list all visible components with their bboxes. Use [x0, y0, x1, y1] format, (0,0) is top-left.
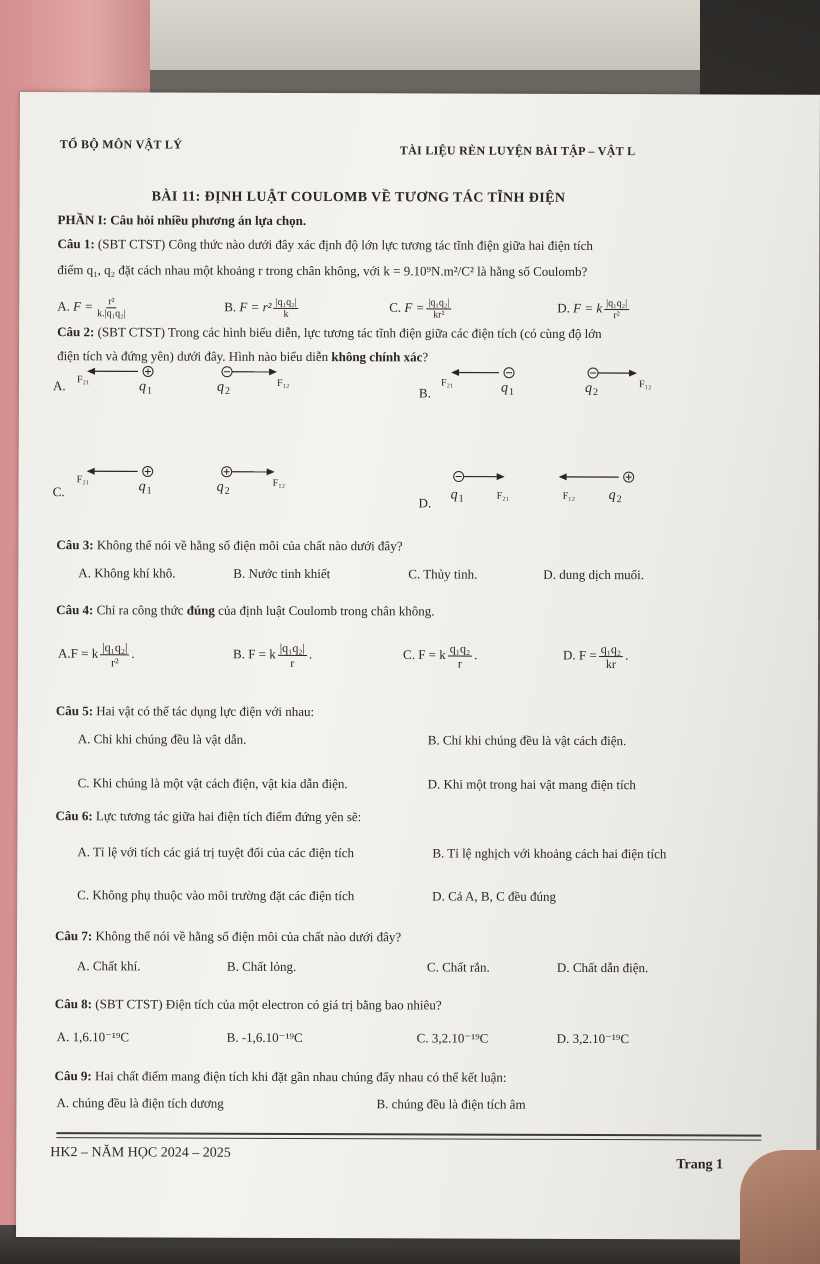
q1-option-c[interactable]: C. F = $\frac{\text{|q₁q₂|}}{\text{kr²}}$	[389, 297, 450, 321]
q4-option-d[interactable]: D. F = $\frac{\text{q₁q₂}}{kr}$ .	[563, 642, 629, 672]
svg-text:q: q	[138, 479, 146, 495]
svg-text:2: 2	[224, 385, 230, 397]
q8-option-d[interactable]: D. 3,2.10⁻¹⁹C	[556, 1030, 630, 1047]
footer-page-number: Trang 1	[676, 1157, 724, 1173]
svg-text:F₁₂: F₁₂	[272, 477, 286, 489]
q6-option-c[interactable]: C. Không phụ thuộc vào môi trường đặt các điện tích	[77, 887, 355, 904]
svg-text:q: q	[216, 479, 224, 495]
svg-text:1: 1	[508, 386, 514, 398]
q6-option-a[interactable]: A. Tỉ lệ với tích các giá trị tuyệt đối của các điện tích	[77, 844, 355, 861]
q5-option-a[interactable]: A. Chỉ khi chúng đều là vật dẫn.	[77, 731, 247, 747]
question-3: Câu 3: Không thể nói về hằng số điện môi của chất nào dưới đây?	[56, 537, 403, 554]
q5-option-b[interactable]: B. Chỉ khi chúng đều là vật cách điện.	[427, 732, 627, 749]
question-7: Câu 7: Không thể nói về hằng số điện môi của chất nào dưới đây?	[55, 928, 402, 945]
q2-diagram-a	[75, 360, 290, 401]
q7-option-b[interactable]: B. Chất lỏng.	[226, 958, 297, 974]
q3-option-d[interactable]: D. dung dịch muối.	[543, 566, 645, 583]
background-thumb	[740, 1150, 820, 1264]
q8-option-b[interactable]: B. -1,6.10⁻¹⁹C	[226, 1029, 303, 1045]
q3-option-c[interactable]: C. Thủy tinh.	[408, 566, 478, 582]
svg-text:F₂₁: F₂₁	[440, 377, 454, 389]
footer-rule	[56, 1132, 761, 1136]
q2-diagram-b	[439, 361, 679, 402]
q4-option-a[interactable]: A.F = k $\frac{\text{|q₁q₂|}}{\text{r²}}$ .	[58, 640, 135, 670]
q4-option-b[interactable]: B. F = k $\frac{\text{|q₁q₂|}}{r}$ .	[233, 640, 313, 670]
footer-school-year: HK2 – NĂM HỌC 2024 – 2025	[50, 1145, 231, 1161]
q8-option-c[interactable]: C. 3,2.10⁻¹⁹C	[416, 1030, 489, 1046]
question-2: Câu 2: (SBT CTST) Trong các hình biểu diễn, lực tương tác tĩnh điện giữa các điện tích (có cùng độ lớn	[57, 324, 602, 342]
q1-option-d[interactable]: D. F = k $\frac{\text{|q₁q₂|}}{\text{r²}}$	[557, 298, 628, 322]
svg-text:F₂₁: F₂₁	[76, 474, 90, 486]
q1-option-a[interactable]: A. F = $\frac{\text{r²}}{\text{k.|q₁q₂|}}$	[57, 296, 126, 320]
question-2-line2: điện tích và đứng yên) dưới đây. Hình nào biểu diễn không chính xác?	[57, 348, 429, 365]
svg-text:2: 2	[592, 387, 598, 399]
q2-option-c-label[interactable]: C.	[52, 484, 65, 500]
question-1-line2: điểm q₁, q₂ đặt cách nhau một khoảng r trong chân không, với k = 9.10⁹N.m²/C² là hằng số Coulomb?	[57, 262, 588, 279]
q9-option-a[interactable]: A. chúng đều là điện tích dương	[56, 1095, 224, 1111]
svg-text:q: q	[500, 380, 508, 396]
q6-option-b[interactable]: B. Tỉ lệ nghịch với khoảng cách hai điện tích	[432, 845, 667, 862]
q2-option-b-label[interactable]: B.	[418, 385, 431, 401]
question-9: Câu 9: Hai chất điểm mang điện tích khi đặt gần nhau chúng đẩy nhau có thể kết luận:	[54, 1068, 507, 1085]
question-4: Câu 4: Chỉ ra công thức đúng của định luật Coulomb trong chân không.	[56, 602, 435, 619]
header-right: TÀI LIỆU RÈN LUYỆN BÀI TẬP – VẬT L	[399, 143, 636, 159]
part-heading: PHẦN I: Câu hỏi nhiều phương án lựa chọn.	[57, 212, 307, 228]
q5-option-c[interactable]: C. Khi chúng là một vật cách điện, vật kia dẫn điện.	[77, 775, 348, 792]
question-8: Câu 8: (SBT CTST) Điện tích của một electron có giá trị bằng bao nhiêu?	[54, 996, 442, 1013]
q6-option-d[interactable]: D. Cả A, B, C đều đúng	[432, 888, 557, 904]
header-left: TỔ BỘ MÔN VẬT LÝ	[59, 137, 183, 152]
svg-text:q: q	[584, 380, 592, 396]
charge-label-q2: q	[216, 379, 224, 395]
q7-option-a[interactable]: A. Chất khí.	[76, 958, 141, 974]
question-5: Câu 5: Hai vật có thể tác dụng lực điện với nhau:	[55, 703, 315, 720]
charge-label-q1: q	[138, 379, 146, 395]
svg-text:F₁₂: F₁₂	[562, 490, 576, 502]
lesson-title: BÀI 11: ĐỊNH LUẬT COULOMB VỀ TƯƠNG TÁC TĨNH ĐIỆN	[151, 189, 566, 206]
q1-option-b[interactable]: B. F = r² $\frac{\text{|q₁q₂|}}{k}$	[224, 296, 297, 320]
question-label: Câu 1:	[57, 236, 95, 252]
q2-diagram-c	[75, 460, 286, 501]
q9-option-b[interactable]: B. chúng đều là điện tích âm	[376, 1096, 526, 1112]
q3-option-a[interactable]: A. Không khí khô.	[78, 565, 176, 581]
footer-rule-thin	[56, 1137, 761, 1140]
q2-diagram-d	[437, 465, 677, 506]
svg-text:F₂₁: F₂₁	[496, 490, 510, 502]
svg-text:2: 2	[616, 494, 622, 506]
question-6: Câu 6: Lực tương tác giữa hai điện tích điểm đứng yên sẽ:	[55, 808, 362, 825]
q4-option-c[interactable]: C. F = k $\frac{\text{q₁q₂}}{r}$ .	[403, 641, 478, 671]
q5-option-d[interactable]: D. Khi một trong hai vật mang điện tích	[427, 776, 636, 793]
svg-text:1: 1	[458, 493, 464, 505]
svg-text:F₁₂: F₁₂	[638, 379, 652, 391]
q3-option-b[interactable]: B. Nước tinh khiết	[233, 565, 331, 582]
q8-option-a[interactable]: A. 1,6.10⁻¹⁹C	[56, 1029, 130, 1045]
q2-option-a-label[interactable]: A.	[52, 378, 66, 394]
question-1: Câu 1: (SBT CTST) Công thức nào dưới đây xác định độ lớn lực tương tác tĩnh điện giữa hai điện tích	[57, 236, 593, 254]
force-label-f21: F₂₁	[76, 374, 90, 386]
svg-text:2: 2	[224, 485, 230, 497]
svg-text:q: q	[608, 488, 616, 504]
q7-option-c[interactable]: C. Chất rắn.	[426, 959, 490, 975]
svg-text:1: 1	[146, 385, 152, 397]
svg-text:1: 1	[146, 485, 152, 497]
svg-text:q: q	[450, 487, 458, 503]
force-label-f12: F₁₂	[276, 377, 290, 389]
q7-option-d[interactable]: D. Chất dẫn điện.	[556, 959, 649, 976]
worksheet-page	[16, 92, 820, 1240]
q2-option-d-label[interactable]: D.	[418, 495, 432, 511]
